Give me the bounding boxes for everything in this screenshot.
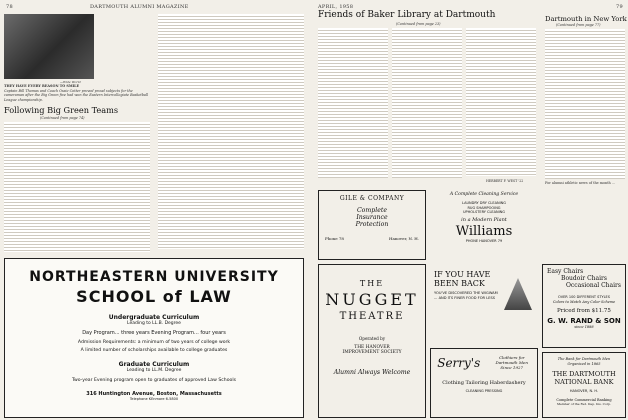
rand-c1: Easy Chairs xyxy=(547,268,584,275)
headline: Following Big Green Teams xyxy=(4,105,119,115)
bank-b3: THE DARTMOUTH xyxy=(552,370,616,378)
nugget-the: THE xyxy=(359,279,385,288)
nugget-name: NUGGET xyxy=(325,290,419,309)
williams-svc1: LAUNDRY DRY CLEANING xyxy=(462,201,506,205)
nugget-org1: THE HANOVER xyxy=(354,345,390,350)
right-running-head: APRIL, 1958 xyxy=(318,4,354,10)
continued-note: (Continued from page 74) xyxy=(40,116,85,120)
serrys-services: Clothing Tailoring Haberdashery xyxy=(442,380,526,386)
ad-address: 316 Huntington Avenue, Boston, Massachusetts xyxy=(86,391,222,397)
left-running-head: DARTMOUTH ALUMNI MAGAZINE xyxy=(90,4,189,10)
williams-ad xyxy=(430,190,538,260)
signature: HERBERT F. WEST '22 xyxy=(486,179,524,183)
dartmouth-ny-bottom: For alumni athletic news of the month ... xyxy=(545,181,616,185)
team-photo xyxy=(4,14,94,79)
left-page-number: 78 xyxy=(6,4,13,10)
photo-caption: Captain Bill Thomas and Coach Ossie Cotter proved proud subjects for the cameraman after the Big Green five had won the Eastern Intercollegiate Basketball League championship. xyxy=(4,89,149,102)
friends-headline: Friends of Baker Library at Dartmouth xyxy=(318,10,496,20)
northeastern-ad xyxy=(4,258,304,418)
nugget-ad xyxy=(318,264,426,418)
ad-title-school: SCHOOL of LAW xyxy=(76,287,232,306)
friends-col-1 xyxy=(318,28,388,178)
serrys-ad xyxy=(430,348,538,418)
rand-ad xyxy=(542,264,626,348)
rand-c7: G. W. RAND & SON xyxy=(547,317,621,325)
nugget-welcome: Alumni Always Welcome xyxy=(333,369,411,376)
williams-svc3: UPHOLSTERY CLEANING xyxy=(462,210,506,214)
ad-ug-head: Undergraduate Curriculum xyxy=(108,314,200,321)
ad-grad-degree: Leading to LL.M. Degree xyxy=(126,368,182,373)
bank-b6: Complete Commercial Banking xyxy=(556,397,612,402)
bank-b2: Organized in 1865 xyxy=(567,361,601,366)
photo-credit: —Wide World xyxy=(60,80,81,84)
rand-c6: Priced from $11.75 xyxy=(557,308,611,314)
left-column-text xyxy=(4,122,150,252)
nugget-operated: Operated by xyxy=(358,336,386,341)
wigwam-l3: YOU'VE DISCOVERED THE WIGWAM ... AND ITS FINER FOOD FOR LESS xyxy=(434,291,498,300)
rand-c2: Boudoir Chairs xyxy=(561,275,607,282)
williams-phone: PHONE HANOVER 79 xyxy=(465,238,503,243)
right-column-text xyxy=(158,14,304,249)
gile-line1: Complete xyxy=(356,207,388,214)
ad-admission: Admission Requirements: a minimum of two years of college work xyxy=(77,340,231,345)
dartmouth-ny-continued: (Continued from page 77) xyxy=(556,23,601,27)
nugget-theatre: THEATRE xyxy=(339,311,405,322)
ad-ug-program: Day Program... three years Evening Program... four years xyxy=(82,330,226,336)
gile-town: Hanover, N. H. xyxy=(388,236,419,241)
serrys-l2: CLEANING PRESSING xyxy=(465,389,503,393)
serrys-l1: Clothiers for Dartmouth Men Since 1927 xyxy=(495,355,528,370)
left-page xyxy=(0,0,308,420)
gile-name: GILE & COMPANY xyxy=(339,195,405,202)
gile-line2: Insurance xyxy=(356,214,388,221)
wigwam-l2: BEEN BACK xyxy=(434,279,485,288)
wigwam-l1: IF YOU HAVE xyxy=(434,270,491,279)
gile-line3: Protection xyxy=(355,221,389,228)
nugget-org2: IMPROVEMENT SOCIETY xyxy=(342,350,402,355)
gile-ad xyxy=(318,190,426,260)
ad-grad-head: Graduate Curriculum xyxy=(118,361,190,368)
rand-c5: Colors to Match Any Color Scheme xyxy=(552,299,616,304)
bank-ad xyxy=(542,352,626,418)
serrys-name: Serry's xyxy=(437,355,481,370)
bank-b5: HANOVER, N. H. xyxy=(569,389,599,393)
rand-c8: since 1888 xyxy=(574,325,594,329)
friends-continued: (Continued from page 23) xyxy=(396,22,441,26)
williams-name: Williams xyxy=(455,223,513,239)
bank-b4: NATIONAL BANK xyxy=(554,378,614,386)
ad-scholarships: A limited number of scholarships available to college graduates xyxy=(80,348,228,353)
ad-title-university: NORTHEASTERN UNIVERSITY xyxy=(29,269,279,285)
friends-col-3 xyxy=(466,28,536,176)
photo-caption-title: THEY HAVE EVERY REASON TO SMILE xyxy=(4,84,80,88)
wigwam-ad xyxy=(430,264,538,344)
gile-phone: Phone 78 xyxy=(325,236,344,241)
williams-svc2: RUG SHAMPOOING xyxy=(467,205,501,210)
rand-c4: OVER 100 DIFFERENT STYLES xyxy=(558,295,610,299)
right-page-number: 79 xyxy=(616,4,623,10)
ad-grad-program: Two-year Evening program open to graduates of approved Law Schools xyxy=(71,378,236,383)
ad-phone: Telephone KEnmore 6-5800 xyxy=(129,397,179,401)
dartmouth-ny-text xyxy=(545,29,625,179)
right-page xyxy=(316,0,628,420)
dartmouth-ny-headline: Dartmouth in New York xyxy=(545,15,627,23)
rand-c3: Occasional Chairs xyxy=(566,282,621,289)
williams-tagline: in a Modern Plant xyxy=(461,216,507,223)
friends-col-2 xyxy=(392,28,462,178)
bank-b1: The Bank for Dartmouth Men xyxy=(557,357,611,361)
williams-head: A Complete Cleaning Service xyxy=(449,192,519,197)
bank-b7: Member of the Fed. Dep. Ins. Corp. xyxy=(556,402,611,406)
ad-ug-degree: Leading to LL.B. Degree xyxy=(127,321,181,326)
